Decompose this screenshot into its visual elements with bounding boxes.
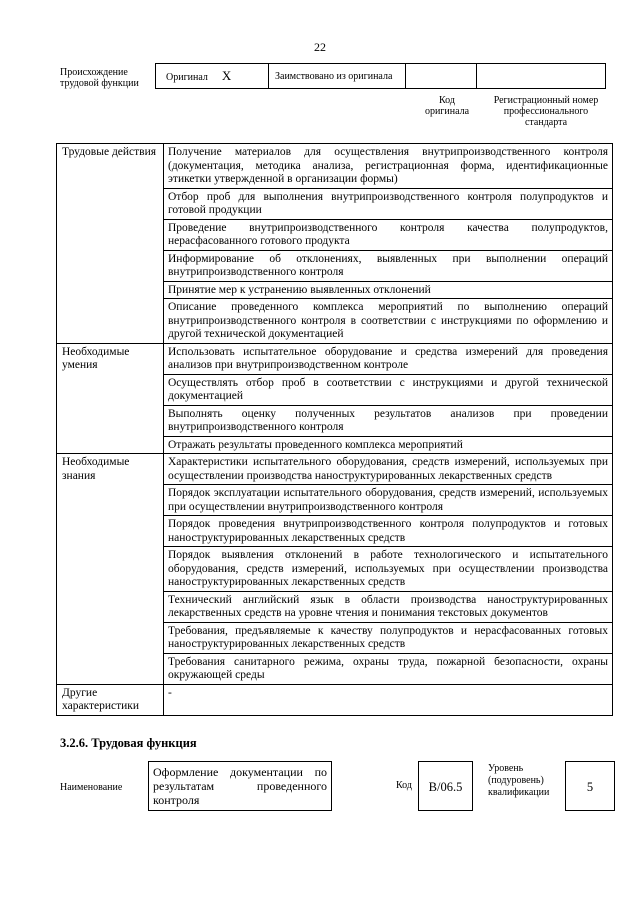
section-item: Требования санитарного режима, охраны труда, пожарной безопасности, охраны окружающей среды xyxy=(164,653,613,684)
page-number: 22 xyxy=(314,40,326,54)
section-item: Использовать испытательное оборудование и средства измерений для проведения анализов при внутрипроизводственном контроле xyxy=(164,343,613,374)
original-label: Оригинал xyxy=(166,72,208,83)
name-line: Оформление документации по xyxy=(153,765,327,779)
level-label-line: квалификации xyxy=(488,787,550,798)
reg-number-caption xyxy=(482,95,610,128)
section-item: Принятие мер к устранению выявленных отклонений xyxy=(164,281,613,299)
section-item: Отбор проб для выполнения внутрипроизводственного контроля полупродуктов и готовой продукции xyxy=(164,188,613,219)
section-item: Выполнять оценку полученных результатов анализов при проведении внутрипроизводственного контроля xyxy=(164,405,613,436)
code-label: Код xyxy=(396,780,412,791)
section-title: Другие характеристики xyxy=(57,684,164,715)
caption-line: оригинала xyxy=(424,106,470,117)
name-box xyxy=(148,761,332,811)
code-original-cell xyxy=(406,64,477,89)
section-title: Необходимые знания xyxy=(57,454,164,685)
origin-label xyxy=(60,67,139,89)
section-item: Осуществлять отбор проб в соответствии с инструкциями и другой технической документацией xyxy=(164,374,613,405)
caption-line: Код xyxy=(439,95,455,106)
borrowed-cell xyxy=(269,64,406,89)
origin-label-line: трудовой функции xyxy=(60,78,139,89)
section-item: Требования, предъявляемые к качеству полупродуктов и нерасфасованных готовых наноструктурированных лекарственных средств xyxy=(164,622,613,653)
borrowed-label: Заимствовано из оригинала xyxy=(275,70,393,82)
section-item: Описание проведенного комплекса мероприятий по выполнению операций внутрипроизводственного контроля в соответствии с инструкциями по оформлению и другой технической документацией xyxy=(164,299,613,344)
caption-line: профессионального xyxy=(503,106,589,117)
section-item: Проведение внутрипроизводственного контроля качества полупродуктов, нерасфасованного готового продукта xyxy=(164,219,613,250)
section-item: Характеристики испытательного оборудования, средств измерений, используемых при осуществлении производства наноструктурированных лекарственных средств xyxy=(164,454,613,485)
section-heading: 3.2.6. Трудовая функция xyxy=(60,736,197,750)
code-original-caption xyxy=(412,95,482,117)
section-item: Порядок выявления отклонений в работе технологического и испытательного оборудования, средств измерений, используемых при осуществлении производства наноструктурированных лекарственных средств xyxy=(164,547,613,592)
section-title: Трудовые действия xyxy=(57,144,164,344)
level-label-line: Уровень xyxy=(488,763,524,774)
section-item: Технический английский язык в области производства наноструктурированных лекарственных средств на уровне чтения и понимания текстовых документов xyxy=(164,591,613,622)
section-item: Получение материалов для осуществления внутрипроизводственного контроля (документация, методика анализа, регистрационная форма, идентификационные этикетки утвержденной в организации формы) xyxy=(164,144,613,189)
section-item: Отражать результаты проведенного комплекса мероприятий xyxy=(164,436,613,454)
section-title: Необходимые умения xyxy=(57,343,164,454)
section-item: Порядок проведения внутрипроизводственного контроля полупродуктов и готовых наноструктурированных лекарственных средств xyxy=(164,516,613,547)
origin-label-line: Происхождение xyxy=(60,67,128,78)
section-item: Порядок эксплуатации испытательного оборудования, средств измерений, используемых при осуществлении внутрипроизводственного контроля xyxy=(164,485,613,516)
level-label-line: (подуровень) xyxy=(488,775,544,786)
caption-line: Регистрационный номер xyxy=(493,95,599,106)
name-line: результатам проведенного xyxy=(153,779,327,793)
table-row xyxy=(57,343,613,374)
name-label: Наименование xyxy=(60,782,123,793)
name-line: контроля xyxy=(153,793,200,807)
caption-line: стандарта xyxy=(524,117,568,128)
labor-function-table xyxy=(56,143,613,716)
code-value: B/06.5 xyxy=(418,761,473,811)
origin-table xyxy=(155,63,606,89)
section-item: - xyxy=(164,684,613,715)
level-label xyxy=(488,763,562,799)
original-cell xyxy=(156,64,269,89)
table-row xyxy=(57,684,613,715)
table-row xyxy=(57,454,613,485)
table-row xyxy=(57,144,613,189)
section-item: Информирование об отклонениях, выявленных при выполнении операций внутрипроизводственного контроля xyxy=(164,250,613,281)
labor-function-table-body xyxy=(57,144,613,716)
original-mark: X xyxy=(221,68,232,83)
reg-number-cell xyxy=(477,64,606,89)
level-value: 5 xyxy=(565,761,615,811)
